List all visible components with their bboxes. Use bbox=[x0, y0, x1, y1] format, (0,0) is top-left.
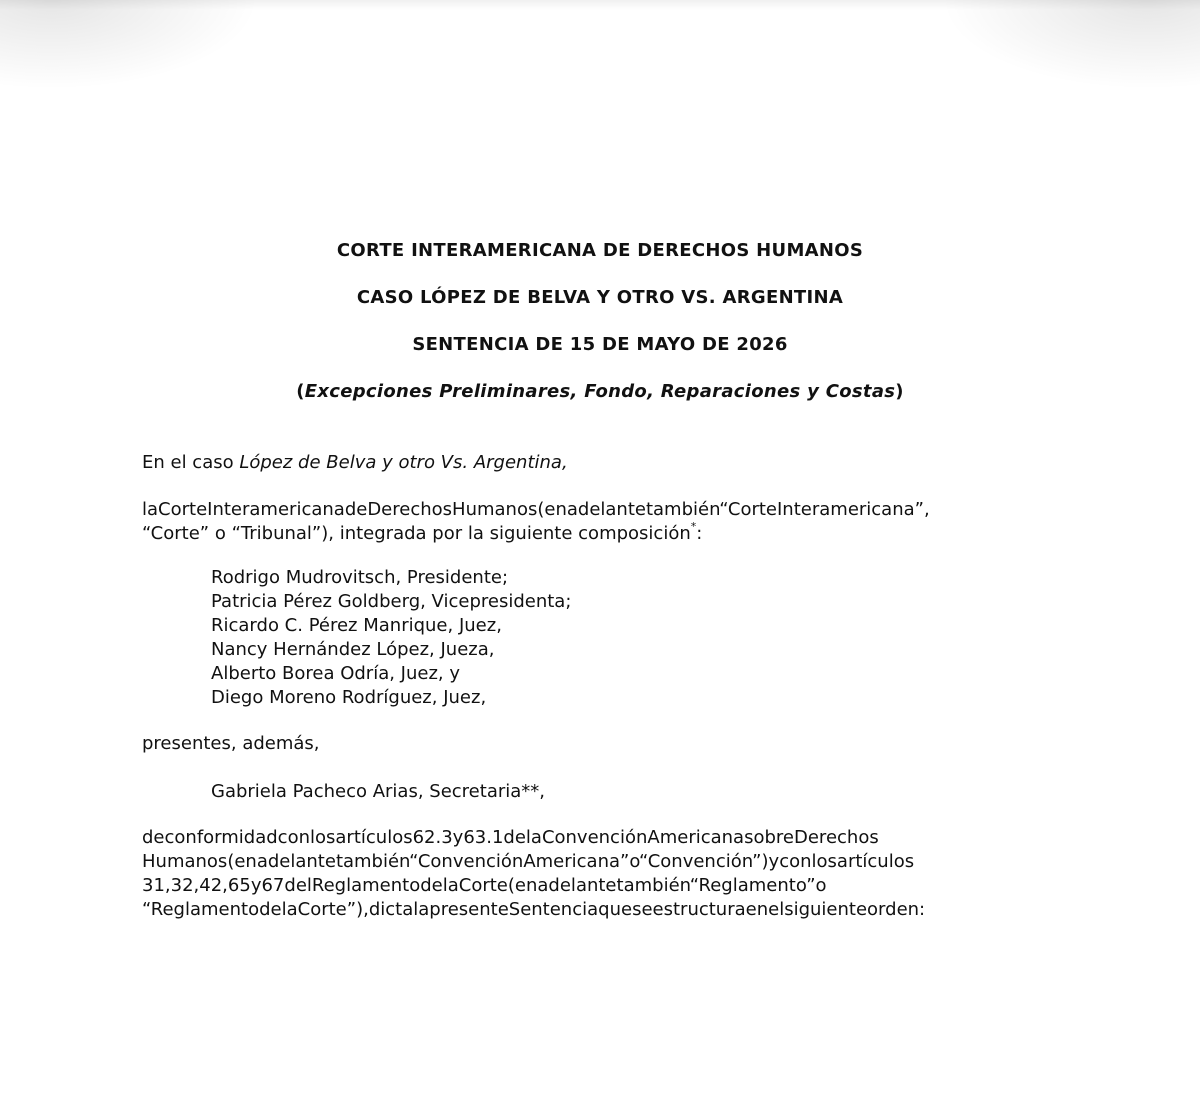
word: (en bbox=[537, 499, 567, 520]
word: presente bbox=[429, 899, 509, 920]
word: y bbox=[768, 851, 780, 872]
judge-item: Patricia Pérez Goldberg, Vicepresidenta; bbox=[211, 591, 572, 612]
judges-list bbox=[211, 566, 571, 710]
word: Reglamento bbox=[311, 875, 421, 896]
page-corner-shadow-right bbox=[940, 0, 1200, 90]
word: también bbox=[335, 851, 410, 872]
heading-court: CORTE INTERAMERICANA DE DERECHOS HUMANOS bbox=[336, 240, 864, 261]
word: “Convención bbox=[409, 851, 524, 872]
subtitle-open-paren: ( bbox=[296, 381, 305, 402]
word: (en bbox=[507, 875, 538, 896]
word: 31, bbox=[142, 875, 171, 896]
word: Corte”), bbox=[297, 899, 369, 920]
word: 62.3 bbox=[412, 827, 453, 848]
word: y bbox=[452, 827, 464, 848]
word: Americana” bbox=[523, 851, 630, 872]
word: también bbox=[616, 875, 690, 896]
word: adelante bbox=[566, 499, 646, 520]
word: el bbox=[768, 899, 785, 920]
court-line-2 bbox=[142, 522, 1058, 546]
judge-item: Rodrigo Mudrovitsch, Presidente; bbox=[211, 567, 509, 588]
final-paragraph bbox=[142, 826, 1058, 922]
word: conformidad bbox=[164, 827, 278, 848]
word: con bbox=[779, 851, 812, 872]
word: “Reglamento bbox=[142, 899, 260, 920]
word: estructura bbox=[652, 899, 746, 920]
word: de bbox=[259, 899, 282, 920]
court-line-2-end: : bbox=[696, 523, 703, 544]
word: 32, bbox=[170, 875, 200, 896]
word: Interamericana”, bbox=[777, 499, 930, 520]
footnote-marker: * bbox=[690, 520, 697, 533]
word: Sentencia bbox=[508, 899, 599, 920]
word: la bbox=[413, 899, 430, 920]
word: 67 bbox=[261, 875, 285, 896]
word: de bbox=[344, 499, 368, 520]
word: de bbox=[503, 827, 526, 848]
judge-item: Alberto Borea Odría, Juez, y bbox=[211, 663, 461, 684]
word: adelante bbox=[256, 851, 336, 872]
presentes-paragraph: presentes, además, bbox=[142, 733, 320, 754]
word: “Convención”) bbox=[639, 851, 769, 872]
word: “Corte bbox=[719, 499, 777, 520]
word: de bbox=[420, 875, 443, 896]
word: Humanos bbox=[452, 499, 538, 520]
word: Humanos bbox=[142, 851, 228, 872]
intro-case-name: López de Belva y otro Vs. Argentina, bbox=[239, 452, 568, 473]
word: orden: bbox=[867, 899, 926, 920]
final-line-2 bbox=[142, 850, 1058, 874]
word: sobre bbox=[744, 827, 794, 848]
heading-subtitle bbox=[0, 381, 1200, 402]
subtitle-text: Excepciones Preliminares, Fondo, Reparaciones y Costas bbox=[304, 381, 896, 402]
word: la bbox=[142, 499, 159, 520]
word: de bbox=[142, 827, 165, 848]
word: siguiente bbox=[784, 899, 868, 920]
word: se bbox=[632, 899, 653, 920]
word: la bbox=[281, 899, 298, 920]
judge-item: Nancy Hernández López, Jueza, bbox=[211, 639, 495, 660]
word: en bbox=[745, 899, 769, 920]
heading-case: CASO LÓPEZ DE BELVA Y OTRO VS. ARGENTINA bbox=[356, 287, 844, 308]
judge-item: Diego Moreno Rodríguez, Juez, bbox=[211, 687, 487, 708]
word: Convención bbox=[541, 827, 648, 848]
word: también bbox=[645, 499, 720, 520]
heading-date: SENTENCIA DE 15 DE MAYO DE 2026 bbox=[412, 334, 788, 355]
word: o bbox=[815, 875, 827, 896]
word: Derechos bbox=[794, 827, 879, 848]
word: (en bbox=[227, 851, 257, 872]
intro-paragraph bbox=[142, 451, 568, 475]
word: o bbox=[629, 851, 640, 872]
word: y bbox=[250, 875, 262, 896]
intro-prefix: En el caso bbox=[142, 452, 240, 473]
word: Corte bbox=[158, 499, 208, 520]
subtitle-close-paren: ) bbox=[895, 381, 904, 402]
word: artículos bbox=[335, 827, 413, 848]
page-corner-shadow-left bbox=[0, 0, 260, 90]
word: que bbox=[598, 899, 633, 920]
final-line-1 bbox=[142, 826, 1058, 850]
word: “Reglamento” bbox=[689, 875, 816, 896]
judge-item: Ricardo C. Pérez Manrique, Juez, bbox=[211, 615, 502, 636]
word: los bbox=[310, 827, 336, 848]
word: la bbox=[525, 827, 542, 848]
court-line-1 bbox=[142, 498, 1058, 522]
secretaria-line: Gabriela Pacheco Arias, Secretaria**, bbox=[211, 781, 546, 802]
word: con bbox=[277, 827, 310, 848]
word: 63.1 bbox=[463, 827, 504, 848]
court-paragraph bbox=[142, 498, 1058, 546]
word: 42, bbox=[199, 875, 228, 896]
word: Corte bbox=[458, 875, 508, 896]
word: Derechos bbox=[367, 499, 453, 520]
final-line-4 bbox=[142, 898, 1058, 922]
word: los bbox=[811, 851, 837, 872]
word: dicta bbox=[368, 899, 414, 920]
word: la bbox=[442, 875, 459, 896]
word: 65 bbox=[227, 875, 251, 896]
word: del bbox=[284, 875, 312, 896]
word: artículos bbox=[836, 851, 915, 872]
word: adelante bbox=[537, 875, 617, 896]
word: Americana bbox=[647, 827, 745, 848]
final-line-3 bbox=[142, 874, 1058, 898]
word: Interamericana bbox=[207, 499, 345, 520]
court-line-2-text: “Corte” o “Tribunal”), integrada por la siguiente composición bbox=[142, 523, 691, 544]
